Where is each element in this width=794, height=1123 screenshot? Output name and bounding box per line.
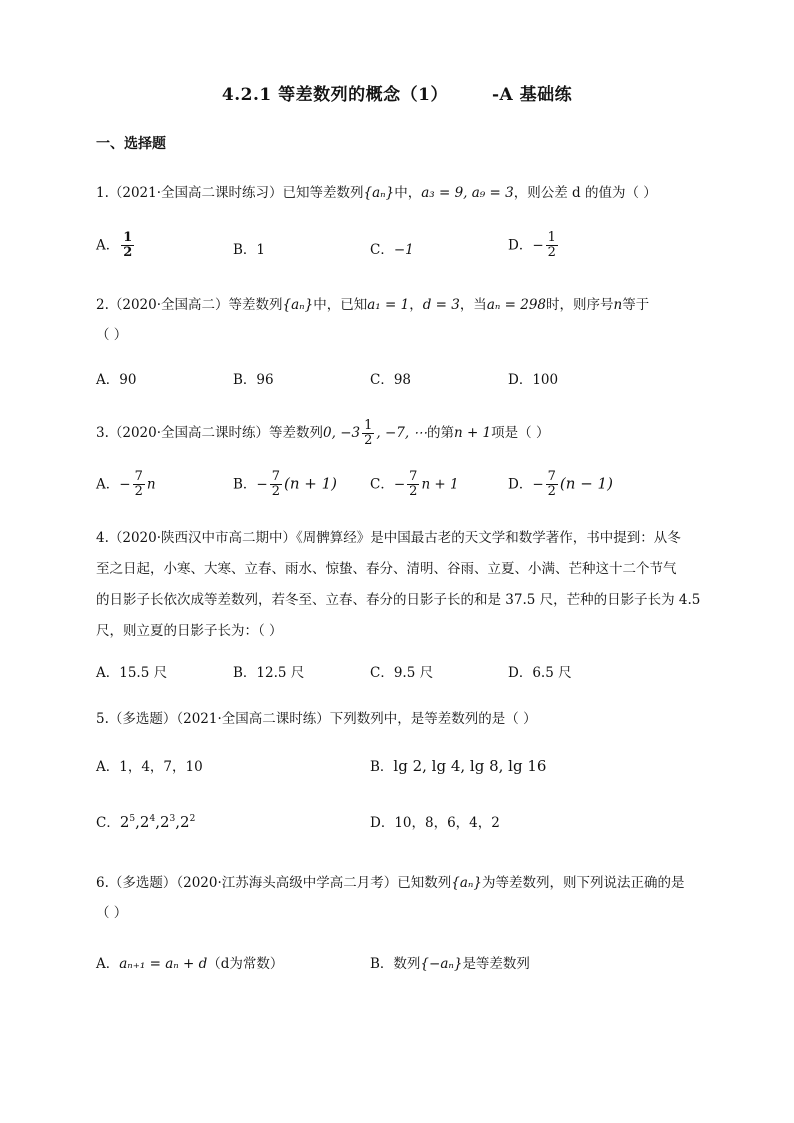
option-b: B．12.5 尺 <box>233 665 305 681</box>
question-5-options-row1 <box>96 755 716 785</box>
section-heading: 一、选择题 <box>96 136 166 152</box>
option-c: C．−1 <box>370 242 414 258</box>
option-d: D．10，8，6，4，2 <box>370 815 500 831</box>
option-a: A．− $\frac{7}{2}$ n <box>96 469 156 500</box>
option-a: A．15.5 尺 <box>96 665 168 681</box>
question-5-options-row2 <box>96 811 716 841</box>
option-c: C．9.5 尺 <box>370 665 434 681</box>
option-a: A．1，4，7，10 <box>96 759 203 775</box>
option-b: B．lg 2, lg 4, lg 8, lg 16 <box>370 757 547 775</box>
question-3-options <box>96 470 716 500</box>
option-d: D．100 <box>508 372 559 388</box>
option-b: B．1 <box>233 242 266 258</box>
option-c: C．98 <box>370 372 412 388</box>
title-suffix: -A 基础练 <box>491 85 573 105</box>
question-4: 4.（2020·陕西汉中市高二期中）《周髀算经》是中国最古老的天文学和数学著作，书中提到：从冬 至之日起，小寒、大寒、立春、雨水、惊蛰、春分、清明、谷雨、立夏、小满、芒种这十二个节气 的日影子长依次成等差数列，若冬至、立春、春分的日影子长的和是 37.5 尺，芒种的日影子长为 4.5 尺，则立夏的日影子长为：（ ） <box>96 530 701 639</box>
option-a: A．90 <box>96 372 137 388</box>
option-b: B．− $\frac{7}{2}$ (n + 1) <box>233 469 338 500</box>
option-d: D．− $\frac{7}{2}$ (n − 1) <box>508 469 613 500</box>
question-1-options <box>96 231 716 261</box>
title-main: 4.2.1 等差数列的概念（1） <box>221 85 448 105</box>
question-5: 5.（多选题）（2021·全国高二课时练）下列数列中，是等差数列的是（ ） <box>96 711 537 727</box>
question-3: 3.（2020·全国高二课时练）等差数列0, −3 $\frac{1}{2}$ , −7, ⋯的第n + 1项是（ ） <box>96 417 550 448</box>
option-c: C．$2^5,2^4,2^3,2^2$ <box>96 813 196 831</box>
option-a: A． $\frac{1}{2}$ <box>96 230 133 261</box>
question-6: 6.（多选题）（2020·江苏海头高级中学高二月考）已知数列{aₙ}为等差数列，则下列说法正确的是 （ ） <box>96 875 685 921</box>
question-2: 2.（2020·全国高二）等差数列{aₙ}中，已知a₁ = 1，d = 3，当aₙ = 298时，则序号n等于 （ ） <box>96 297 650 343</box>
option-a: A．aₙ₊₁ = aₙ + d（d为常数） <box>96 956 284 972</box>
option-d: D．6.5 尺 <box>508 665 572 681</box>
page-title <box>0 80 794 105</box>
option-b: B．数列{−aₙ}是等差数列 <box>370 956 530 972</box>
question-2-options <box>96 368 716 398</box>
question-4-options <box>96 661 716 691</box>
question-1: 1.（2021·全国高二课时练习）已知等差数列{aₙ}中，a₃ = 9, a₉ = 3，则公差 d 的值为（ ） <box>96 185 657 201</box>
option-d: D．− $\frac{1}{2}$ <box>508 230 556 261</box>
option-c: C．− $\frac{7}{2}$ n + 1 <box>370 469 459 500</box>
question-6-options <box>96 952 716 982</box>
option-b: B．96 <box>233 372 274 388</box>
